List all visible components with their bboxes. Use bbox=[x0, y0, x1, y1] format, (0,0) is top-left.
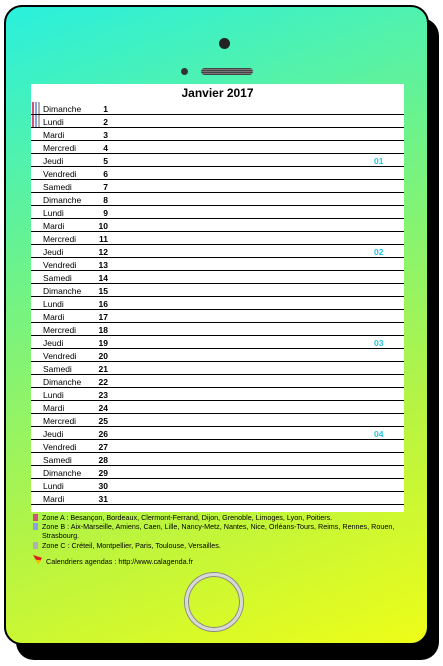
day-name: Dimanche bbox=[43, 286, 82, 296]
day-number: 24 bbox=[98, 403, 108, 413]
day-name: Samedi bbox=[43, 455, 72, 465]
day-number: 5 bbox=[103, 156, 108, 166]
day-number: 17 bbox=[98, 312, 108, 322]
day-number: 25 bbox=[98, 416, 108, 426]
calendar-row bbox=[31, 466, 404, 479]
calendar-sheet bbox=[31, 84, 404, 512]
day-name: Jeudi bbox=[43, 338, 64, 348]
day-number: 7 bbox=[103, 182, 108, 192]
day-name: Vendredi bbox=[43, 351, 77, 361]
zone-b-text: Zone B : Aix-Marseille, Amiens, Caen, Lille, Nancy-Metz, Nantes, Nice, Orléans-Tours, Reims, Rennes, Rouen, Strasbourg. bbox=[42, 522, 395, 540]
day-number: 2 bbox=[103, 117, 108, 127]
day-name: Samedi bbox=[43, 182, 72, 192]
holiday-zone-marker bbox=[35, 102, 37, 114]
zones-legend bbox=[33, 513, 405, 550]
day-name: Lundi bbox=[43, 208, 64, 218]
day-number: 4 bbox=[103, 143, 108, 153]
day-number: 3 bbox=[103, 130, 108, 140]
day-number: 6 bbox=[103, 169, 108, 179]
holiday-zone-marker bbox=[38, 115, 40, 127]
day-number: 18 bbox=[98, 325, 108, 335]
week-number: 02 bbox=[374, 247, 384, 257]
day-number: 14 bbox=[98, 273, 108, 283]
zone-a-text: Zone A : Besançon, Bordeaux, Clermont-Ferrand, Dijon, Grenoble, Limoges, Lyon, Poitiers. bbox=[42, 513, 333, 522]
holiday-zone-marker bbox=[32, 115, 34, 127]
day-name: Jeudi bbox=[43, 247, 64, 257]
calendar-row bbox=[31, 375, 404, 388]
speaker-grille bbox=[201, 68, 253, 75]
calendar-row bbox=[31, 219, 404, 232]
day-name: Lundi bbox=[43, 390, 64, 400]
calendar-row bbox=[31, 128, 404, 141]
calendar-row bbox=[31, 427, 404, 440]
day-name: Lundi bbox=[43, 481, 64, 491]
day-name: Mardi bbox=[43, 130, 65, 140]
legend-zone-a bbox=[33, 513, 405, 522]
day-name: Mardi bbox=[43, 403, 65, 413]
day-number: 11 bbox=[99, 234, 108, 244]
calendar-row bbox=[31, 310, 404, 323]
calendar-row bbox=[31, 180, 404, 193]
day-name: Mercredi bbox=[43, 234, 77, 244]
camera-icon bbox=[219, 38, 230, 49]
calendar-row bbox=[31, 492, 404, 505]
holiday-zone-marker bbox=[38, 102, 40, 114]
day-name: Samedi bbox=[43, 364, 72, 374]
sensor-icon bbox=[181, 68, 188, 75]
day-name: Dimanche bbox=[43, 104, 82, 114]
calendar-row bbox=[31, 258, 404, 271]
legend-zone-b bbox=[33, 522, 405, 540]
holiday-zone-marker bbox=[35, 115, 37, 127]
day-name: Jeudi bbox=[43, 156, 64, 166]
calendar-row bbox=[31, 206, 404, 219]
calendar-row bbox=[31, 401, 404, 414]
day-number: 9 bbox=[103, 208, 108, 218]
day-name: Jeudi bbox=[43, 429, 64, 439]
day-name: Mercredi bbox=[43, 416, 77, 426]
calagenda-logo-icon bbox=[33, 555, 42, 564]
calendar-title: Janvier 2017 bbox=[181, 86, 254, 100]
zone-c-text: Zone C : Créteil, Montpellier, Paris, Toulouse, Versailles. bbox=[42, 541, 221, 550]
zone-b-swatch bbox=[33, 523, 38, 530]
day-number: 22 bbox=[98, 377, 108, 387]
calendar-row bbox=[31, 349, 404, 362]
calendar-row bbox=[31, 414, 404, 427]
week-number: 01 bbox=[374, 156, 384, 166]
week-number: 03 bbox=[374, 338, 384, 348]
calendar-row bbox=[31, 284, 404, 297]
calendar-row bbox=[31, 297, 404, 310]
day-number: 10 bbox=[98, 221, 108, 231]
calendar-row bbox=[31, 362, 404, 375]
day-number: 30 bbox=[98, 481, 108, 491]
day-name: Mercredi bbox=[43, 143, 77, 153]
calendar-row bbox=[31, 232, 404, 245]
day-name: Vendredi bbox=[43, 260, 77, 270]
calendar-row bbox=[31, 453, 404, 466]
day-name: Vendredi bbox=[43, 442, 77, 452]
day-number: 31 bbox=[98, 494, 108, 504]
day-number: 20 bbox=[98, 351, 108, 361]
calendar-row bbox=[31, 440, 404, 453]
calendar-row bbox=[31, 154, 404, 167]
day-number: 26 bbox=[98, 429, 108, 439]
calendar-row bbox=[31, 479, 404, 492]
calendar-row bbox=[31, 336, 404, 349]
day-name: Samedi bbox=[43, 273, 72, 283]
home-button[interactable] bbox=[185, 573, 243, 631]
day-number: 13 bbox=[98, 260, 108, 270]
day-number: 21 bbox=[98, 364, 108, 374]
calendar-row bbox=[31, 115, 404, 128]
calendar-row bbox=[31, 388, 404, 401]
calendar-row bbox=[31, 323, 404, 336]
day-name: Dimanche bbox=[43, 468, 82, 478]
day-name: Lundi bbox=[43, 299, 64, 309]
day-number: 1 bbox=[103, 104, 108, 114]
zone-c-swatch bbox=[33, 542, 38, 549]
day-name: Dimanche bbox=[43, 377, 82, 387]
calendar-row bbox=[31, 141, 404, 154]
day-name: Mercredi bbox=[43, 325, 77, 335]
day-number: 19 bbox=[98, 338, 108, 348]
day-number: 29 bbox=[98, 468, 108, 478]
day-name: Vendredi bbox=[43, 169, 77, 179]
legend-zone-c bbox=[33, 541, 405, 550]
day-name: Mardi bbox=[43, 312, 65, 322]
day-number: 16 bbox=[98, 299, 108, 309]
day-number: 27 bbox=[98, 442, 108, 452]
day-number: 12 bbox=[98, 247, 108, 257]
day-number: 23 bbox=[98, 390, 108, 400]
zone-a-swatch bbox=[33, 514, 38, 521]
calendar-row bbox=[31, 245, 404, 258]
day-name: Lundi bbox=[43, 117, 64, 127]
day-name: Dimanche bbox=[43, 195, 82, 205]
day-name: Mardi bbox=[43, 221, 65, 231]
calendar-row bbox=[31, 167, 404, 180]
calendar-row bbox=[31, 193, 404, 206]
holiday-zone-marker bbox=[32, 102, 34, 114]
week-number: 04 bbox=[374, 429, 384, 439]
day-name: Mardi bbox=[43, 494, 65, 504]
day-number: 8 bbox=[103, 195, 108, 205]
calendar-row bbox=[31, 102, 404, 115]
day-number: 28 bbox=[98, 455, 108, 465]
calendar-row bbox=[31, 271, 404, 284]
calagenda-link[interactable]: Calendriers agendas : http://www.calagenda.fr bbox=[46, 557, 194, 566]
day-number: 15 bbox=[98, 286, 108, 296]
